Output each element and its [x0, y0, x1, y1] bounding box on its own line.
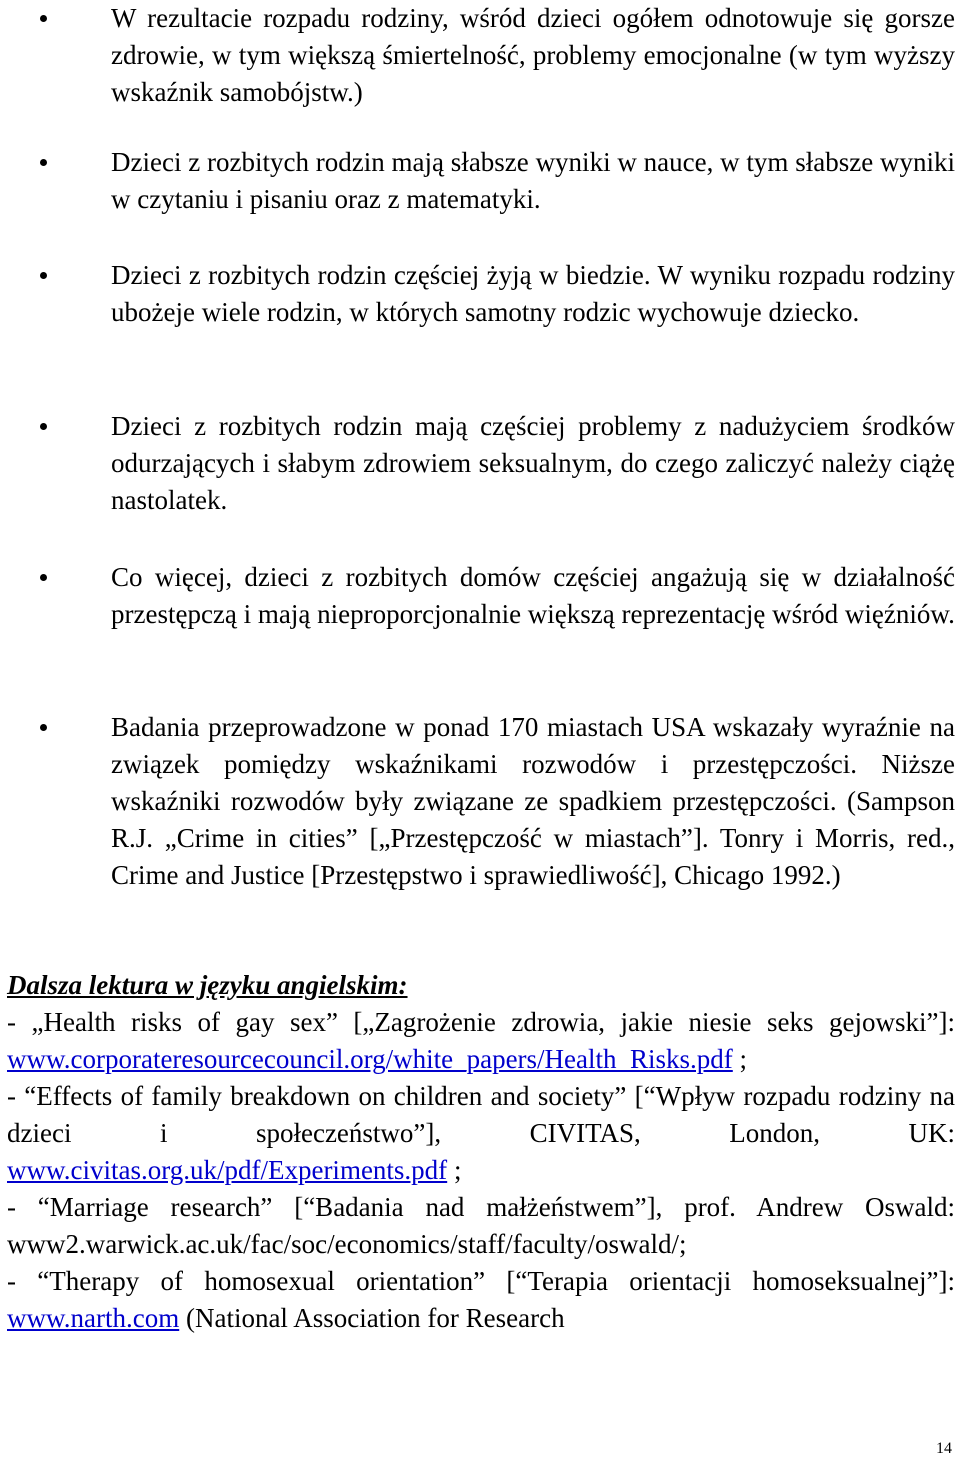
bullet-dot	[40, 159, 47, 166]
further-reading-heading: Dalsza lektura w języku angielskim:	[7, 970, 408, 1000]
further-reading-list	[7, 1004, 955, 1337]
bullet-text: Badania przeprowadzone w ponad 170 miastach USA wskazały wyraźnie na związek pomiędzy wskaźnikami rozwodów i przestępczości. Niższe wskaźniki rozwodów były związane ze spadkiem przestępczości. (Sampson R.J. „Crime in cities” [„Przestępczość w miastach”]. Tonry i Morris, red., Crime and Justice [Przestępstwo i sprawiedliwość], Chicago 1992.)	[111, 712, 955, 890]
bullet-dot	[40, 574, 47, 581]
reference-text: - “Marriage research” [“Badania nad małżeństwem”], prof. Andrew Oswald: www2.warwick.ac.uk/fac/soc/economics/staff/faculty/oswald/;	[7, 1192, 955, 1259]
reference-item	[7, 1263, 955, 1337]
reference-item	[7, 1004, 955, 1078]
bullet-text: W rezultacie rozpadu rodziny, wśród dzieci ogółem odnotowuje się gorsze zdrowie, w tym większą śmiertelność, problemy emocjonalne (w tym wyższy wskaźnik samobójstw.)	[111, 3, 955, 107]
reference-link[interactable]: www.corporateresourcecouncil.org/white_papers/Health_Risks.pdf	[7, 1044, 733, 1074]
reference-text: - “Therapy of homosexual orientation” [“Terapia orientacji homoseksualnej”]:	[7, 1266, 955, 1296]
bullet-text: Dzieci z rozbitych rodzin mają słabsze wyniki w nauce, w tym słabsze wyniki w czytaniu i pisaniu oraz z matematyki.	[111, 147, 955, 214]
bullet-text: Co więcej, dzieci z rozbitych domów częściej angażują się w działalność przestępczą i mają nieproporcjonalnie większą reprezentację wśród więźniów.	[111, 562, 955, 629]
reference-suffix: (National Association for Research	[179, 1303, 565, 1333]
bullet-text: Dzieci z rozbitych rodzin częściej żyją w biedzie. W wyniku rozpadu rodziny ubożeje wiele rodzin, w których samotny rodzic wychowuje dziecko.	[111, 260, 955, 327]
reference-link[interactable]: www.narth.com	[7, 1303, 180, 1333]
reference-text: - “Effects of family breakdown on children and society” [“Wpływ rozpadu rodziny na dzieci i społeczeństwo”], CIVITAS, London, UK:	[7, 1081, 955, 1148]
reference-item	[7, 1078, 955, 1189]
reference-link[interactable]: www.civitas.org.uk/pdf/Experiments.pdf	[7, 1155, 448, 1185]
bullet-dot	[40, 423, 47, 430]
reference-item	[7, 1189, 955, 1263]
bullet-dot	[40, 15, 47, 22]
bullet-dot	[40, 272, 47, 279]
bullet-text: Dzieci z rozbitych rodzin mają częściej problemy z nadużyciem środków odurzających i słabym zdrowiem seksualnym, do czego zaliczyć należy ciążę nastolatek.	[111, 411, 955, 515]
reference-text: - „Health risks of gay sex” [„Zagrożenie zdrowia, jakie niesie seks gejowski”]:	[7, 1007, 955, 1037]
reference-suffix: ;	[447, 1155, 462, 1185]
bullet-dot	[40, 724, 47, 731]
reference-suffix: ;	[732, 1044, 748, 1074]
page-number: 14	[936, 1440, 952, 1457]
